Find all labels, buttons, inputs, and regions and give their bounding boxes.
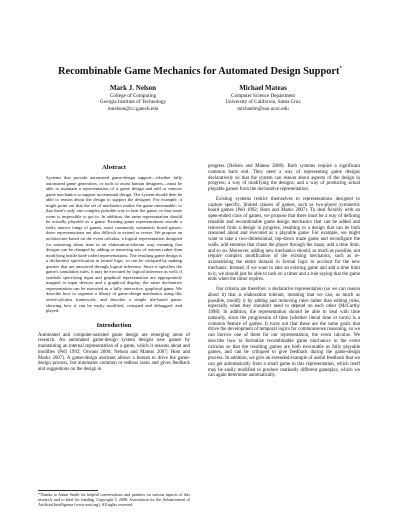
author-institution: University of California, Santa Cruz xyxy=(225,99,301,106)
paper-title-text: Recombinable Game Mechanics for Automated Design Support xyxy=(57,66,340,77)
introduction-heading: Introduction xyxy=(96,321,132,329)
author-name: Mark J. Nelson xyxy=(109,84,157,92)
right-column xyxy=(208,164,360,379)
author-affiliation: Computer Science Department xyxy=(231,93,295,99)
abstract-heading: Abstract xyxy=(102,164,126,171)
author-institution: Georgia Institute of Technology xyxy=(99,99,167,106)
title-footnote-marker: * xyxy=(339,66,342,72)
author-block-1 xyxy=(58,84,208,112)
author-email: mnelson@cc.gatech.edu xyxy=(107,105,159,112)
footnote-text: *Thanks to Adam Smith for helpful conversations and pointers on various aspects of this research, and to Intel for funding. Copyright © 2008, Association for the Advancement of Artificial Intelligence (www.aaai.org). All rights reserved. xyxy=(38,492,190,507)
body-paragraph-3: Our criteria are therefore: a declarative representation (so we can reason about it) that is elaboration tolerant, meaning that we can, as much as possible, modify it by adding and removing rules rather than editing rules, especially when they shouldn't need to depend on each other (McCarthy 1998). In addition, the representation should be able to deal with time naturally, since the progression of time (whether literal time or turns) is a common feature of games. It turns out that these are the same goals that drove the development of temporal logics for commonsense reasoning, so we can borrow one of them for our representation, the event calculus. We describe how to formalize recombinable game mechanics in the event calculus so that the resulting games are both executable as fully playable games, and can be critiqued to give feedback during the game-design process. In addition, we give an extended example of useful feedback that we can get automatically from a small game in this representation, which itself may be easily modified to produce markedly different gameplay, which we can again determine automatically. xyxy=(208,287,360,379)
author-affiliation: College of Computing xyxy=(109,93,157,99)
intro-paragraph-1: Automated and computer-assisted game design are emerging areas of research. An automated game-design system designs new games by maintaining an internal representation of a game, which it reasons about and modifies (Pell 1992; Orwant 2000; Nelson and Mateas 2007; Hom and Marks 2007). A game-design assistant allows a human to drive the game-design process, but automates common or tedious tasks and gives feedback and suggestions on the design in xyxy=(38,332,190,373)
body-paragraph-1: progress (Nelson and Mateas 2008). Both systems require a significant common back end. They need a way of representing game designs declaratively so that the system can reason about aspects of the design in progress; a way of modifying the designs; and a way of producing actual playable games from the declarative representation. xyxy=(208,164,360,192)
footnote-divider xyxy=(38,490,98,491)
left-column xyxy=(38,164,190,373)
author-block-2 xyxy=(188,84,338,112)
author-email: michaelm@soe.ucsc.edu xyxy=(237,105,289,112)
author-name: Michael Mateas xyxy=(239,84,287,92)
abstract-text: Systems that provide automated game-design support—whether fully automated game generators, or tools to assist human designers—must be able to maintain a representation of a game design and add or remove game mechanics to support incremental design. The system should then be able to reason about the design to support the designer. For example, it might point out that the set of mechanics makes the game unwinnable; or that there's only one complex possible way to beat the game; or that some room is impossible to get to. In addition, the same representation should be actually playable as a game. Existing game representations encode a fairly narrow range of games, most commonly symmetric board games; these representations are also difficult to extend or revise. We propose an architecture based on the event calculus, a logical representation designed for reasoning about time in an elaboration-tolerant way, meaning that designs can be changed by adding or removing sets of axioms rather than modifying brittle hard-coded representations. The resulting game design is a declarative specification in formal logic, so can be critiqued by making queries that are answered through logical inference. Since it specifies the game's simulation rules, it may be executed by logical inference as well; if symbols specifying input and graphical representation are appropriately mapped to input devices and a graphical display, the same declarative representation can be executed as a fully interactive, graphical game. We describe how to organize a library of game-design mechanics using this event-calculus framework, and describe a simple tile-based game, showing how it can be easily modified, critiqued and debugged, and played. xyxy=(46,175,182,314)
body-paragraph-2: Existing systems restrict themselves to representations designed to capture specific, limited classes of games, such as two-player symmetric board games (Pell 1992; Hom and Marks 2007). To deal flexibly with an open-ended class of games, we propose that there must be a way of defining reusable and recombinable game design mechanics that can be added and removed from a design in progress, resulting in a design that can be both reasoned about and executed as a playable game. For example, we might want to take a two-dimensional, top-down maze game and reconfigure the walls, add enemies that chase the player through the maze, add a time limit, and so on. Moreover, adding new mechanics should, as much as possible, not require complex modification of the existing mechanics, such as re-axiomatizing the entire domain in formal logic to account for the new mechanic. Instead, if we want to take an existing game and add a time limit to it, we should just be able to tack on a timer and a rule saying that the game ends when the timer expires. xyxy=(208,196,360,283)
paper-title xyxy=(0,66,400,77)
